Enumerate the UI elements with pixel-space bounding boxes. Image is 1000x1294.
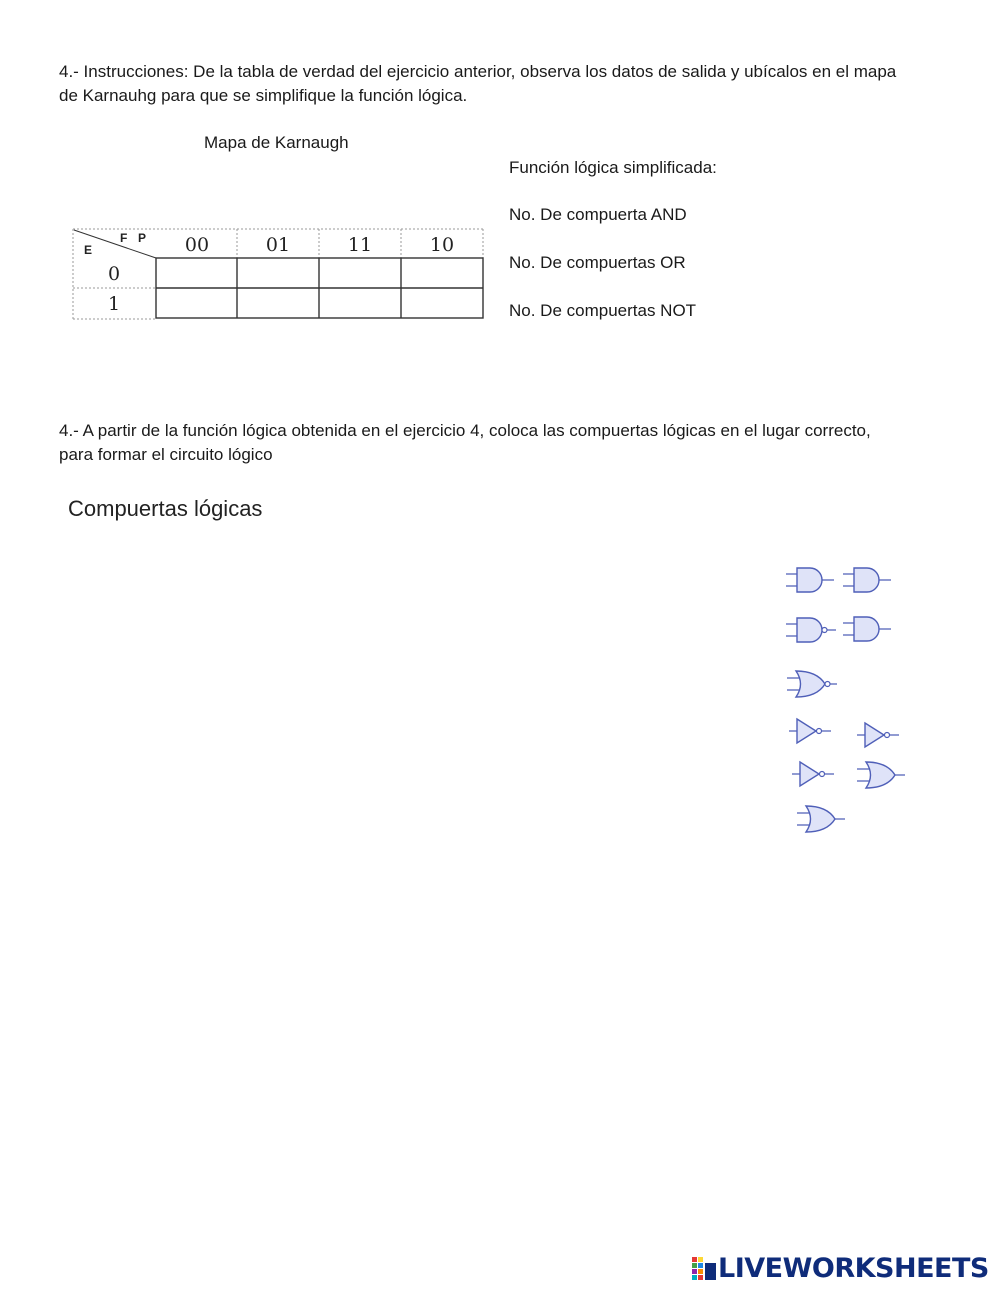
karnaugh-row-header-1: 1 [107,293,121,315]
instructions-paragraph [59,60,896,108]
karnaugh-title: Mapa de Karnaugh [204,133,349,152]
or-gate-icon[interactable] [857,762,905,788]
liveworksheets-logo-icon [692,1257,718,1281]
karnaugh-cell-0-00[interactable] [157,259,236,287]
karnaugh-col-variable-1: F [120,231,128,245]
gates-section-title: Compuertas lógicas [68,496,263,521]
not-count-label: No. De compuertas NOT [509,301,697,320]
liveworksheets-logo[interactable] [692,1252,989,1286]
karnaugh-col-header-00: 00 [184,234,210,256]
exercise-2-paragraph [59,419,871,467]
and-gate-icon[interactable] [843,568,891,592]
karnaugh-cell-0-11[interactable] [320,259,400,287]
karnaugh-col-variable-2: P [138,231,147,245]
karnaugh-cell-1-11[interactable] [320,289,400,317]
karnaugh-row-header-0: 0 [107,263,121,285]
karnaugh-col-header-10: 10 [429,234,455,256]
nand-gate-icon[interactable] [786,618,836,642]
karnaugh-map [72,228,484,320]
liveworksheets-logo-text: LIVEWORKSHEETS [718,1253,989,1284]
not-gate-icon[interactable] [792,762,834,786]
exercise-2-line-1: 4.- A partir de la función lógica obtenida en el ejercicio 4, coloca las compuertas lógicas en el lugar correcto, [59,421,871,440]
instructions-line-2: de Karnauhg para que se simplifique la función lógica. [59,86,468,105]
not-gate-icon[interactable] [857,723,899,747]
and-count-label: No. De compuerta AND [509,205,687,224]
karnaugh-cell-1-10[interactable] [402,289,482,317]
karnaugh-cell-0-10[interactable] [402,259,482,287]
karnaugh-row-variable: E [84,243,93,257]
instructions-line-1: 4.- Instrucciones: De la tabla de verdad del ejercicio anterior, observa los datos de salida y ubícalos en el mapa [59,62,897,81]
exercise-2-line-2: para formar el circuito lógico [59,445,273,464]
nor-gate-icon[interactable] [787,671,837,697]
karnaugh-cell-1-01[interactable] [238,289,318,317]
gates-palette [780,555,920,840]
and-gate-icon[interactable] [843,617,891,641]
and-gate-icon[interactable] [786,568,834,592]
karnaugh-col-header-01: 01 [265,234,291,256]
or-count-label: No. De compuertas OR [509,253,686,272]
karnaugh-cell-1-00[interactable] [157,289,236,317]
or-gate-icon[interactable] [797,806,845,832]
karnaugh-col-header-11: 11 [347,234,373,256]
karnaugh-cell-0-01[interactable] [238,259,318,287]
function-label: Función lógica simplificada: [509,158,717,177]
not-gate-icon[interactable] [789,719,831,743]
